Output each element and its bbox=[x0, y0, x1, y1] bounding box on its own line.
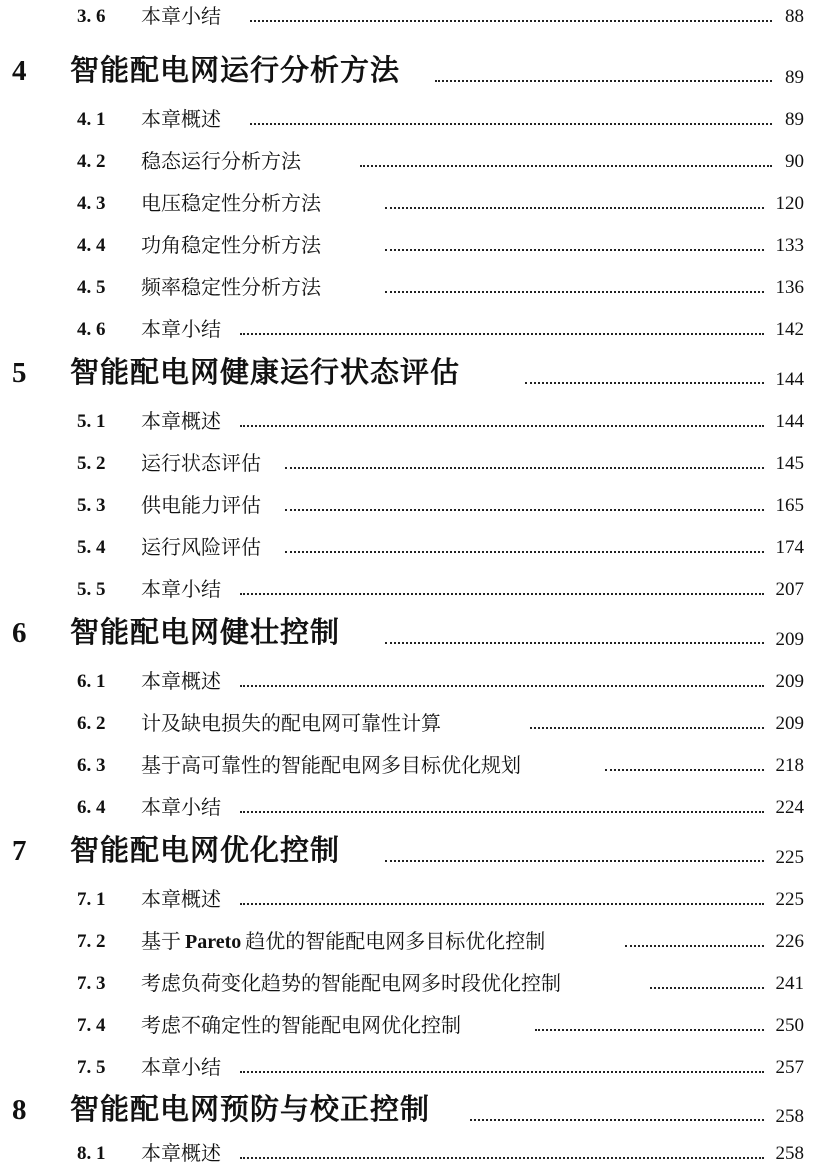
section-title: 本章概述 bbox=[141, 1141, 221, 1165]
toc-entry-section[interactable] bbox=[0, 0, 822, 30]
page-number: 209 bbox=[775, 629, 804, 650]
dot-leader bbox=[250, 20, 772, 22]
chapter-title: 智能配电网运行分析方法 bbox=[70, 53, 401, 87]
page-number: 258 bbox=[775, 1143, 804, 1164]
section-title: 供电能力评估 bbox=[141, 493, 261, 517]
page-number: 225 bbox=[775, 889, 804, 910]
section-number: 5. 5 bbox=[77, 579, 106, 600]
toc-entry-section[interactable] bbox=[0, 573, 822, 603]
section-number: 7. 1 bbox=[77, 889, 106, 910]
toc-entry-section[interactable] bbox=[0, 531, 822, 561]
section-title: 本章概述 bbox=[141, 107, 221, 131]
chapter-number: 8 bbox=[12, 1094, 27, 1126]
section-number: 4. 3 bbox=[77, 193, 106, 214]
toc-entry-section[interactable] bbox=[0, 1137, 822, 1167]
dot-leader bbox=[525, 382, 764, 384]
section-number: 4. 1 bbox=[77, 109, 106, 130]
page-number: 165 bbox=[775, 495, 804, 516]
section-title: 稳态运行分析方法 bbox=[141, 149, 301, 173]
section-title: 频率稳定性分析方法 bbox=[141, 275, 321, 299]
toc-entry-section[interactable] bbox=[0, 103, 822, 133]
page-number: 89 bbox=[785, 67, 804, 88]
section-number: 3. 6 bbox=[77, 6, 106, 27]
toc-entry-chapter[interactable] bbox=[0, 50, 822, 90]
section-title: 本章小结 bbox=[141, 1055, 221, 1079]
section-title: 电压稳定性分析方法 bbox=[141, 191, 321, 215]
chapter-number: 5 bbox=[12, 357, 27, 389]
toc-entry-section[interactable] bbox=[0, 707, 822, 737]
dot-leader bbox=[385, 642, 764, 644]
toc-entry-chapter[interactable] bbox=[0, 1089, 822, 1129]
page-number: 136 bbox=[775, 277, 804, 298]
section-title: 本章小结 bbox=[141, 795, 221, 819]
toc-entry-section[interactable] bbox=[0, 187, 822, 217]
chapter-title: 智能配电网健壮控制 bbox=[70, 615, 341, 649]
section-title bbox=[141, 925, 545, 954]
section-number: 6. 4 bbox=[77, 797, 106, 818]
dot-leader bbox=[435, 80, 772, 82]
section-title-pareto: Pareto bbox=[185, 931, 242, 953]
toc-entry-section[interactable] bbox=[0, 925, 822, 955]
section-title: 运行风险评估 bbox=[141, 535, 261, 559]
section-title-prefix: 基于 bbox=[141, 929, 181, 953]
dot-leader bbox=[250, 123, 772, 125]
page-number: 209 bbox=[775, 713, 804, 734]
section-number: 5. 1 bbox=[77, 411, 106, 432]
dot-leader bbox=[530, 727, 764, 729]
section-title: 本章概述 bbox=[141, 669, 221, 693]
dot-leader bbox=[535, 1029, 764, 1031]
toc-entry-section[interactable] bbox=[0, 145, 822, 175]
section-title: 本章概述 bbox=[141, 409, 221, 433]
section-number: 6. 1 bbox=[77, 671, 106, 692]
toc-entry-section[interactable] bbox=[0, 271, 822, 301]
toc-entry-section[interactable] bbox=[0, 489, 822, 519]
page-number: 133 bbox=[775, 235, 804, 256]
page-number: 144 bbox=[775, 411, 804, 432]
dot-leader bbox=[385, 860, 764, 862]
section-number: 7. 4 bbox=[77, 1015, 106, 1036]
dot-leader bbox=[240, 1157, 764, 1159]
section-title: 本章小结 bbox=[141, 4, 221, 28]
page-number: 120 bbox=[775, 193, 804, 214]
page-number: 250 bbox=[775, 1015, 804, 1036]
page-number: 89 bbox=[785, 109, 804, 130]
dot-leader bbox=[605, 769, 764, 771]
dot-leader bbox=[285, 509, 764, 511]
page-number: 257 bbox=[775, 1057, 804, 1078]
section-title: 本章小结 bbox=[141, 317, 221, 341]
toc-entry-chapter[interactable] bbox=[0, 352, 822, 392]
page-number: 88 bbox=[785, 6, 804, 27]
section-number: 6. 2 bbox=[77, 713, 106, 734]
section-number: 4. 6 bbox=[77, 319, 106, 340]
section-title: 考虑不确定性的智能配电网优化控制 bbox=[141, 1013, 461, 1037]
toc-entry-section[interactable] bbox=[0, 1009, 822, 1039]
section-number: 7. 3 bbox=[77, 973, 106, 994]
dot-leader bbox=[240, 593, 764, 595]
section-number: 6. 3 bbox=[77, 755, 106, 776]
section-title-suffix: 趋优的智能配电网多目标优化控制 bbox=[245, 929, 546, 953]
dot-leader bbox=[240, 333, 764, 335]
section-title: 功角稳定性分析方法 bbox=[141, 233, 321, 257]
page-number: 142 bbox=[775, 319, 804, 340]
section-number: 4. 4 bbox=[77, 235, 106, 256]
dot-leader bbox=[240, 685, 764, 687]
toc-entry-section[interactable] bbox=[0, 405, 822, 435]
dot-leader bbox=[240, 903, 764, 905]
dot-leader bbox=[285, 551, 764, 553]
page-number: 224 bbox=[775, 797, 804, 818]
chapter-title: 智能配电网预防与校正控制 bbox=[70, 1092, 431, 1126]
section-number: 5. 2 bbox=[77, 453, 106, 474]
section-number: 7. 2 bbox=[77, 931, 106, 952]
toc-entry-section[interactable] bbox=[0, 313, 822, 343]
section-number: 7. 5 bbox=[77, 1057, 106, 1078]
section-title: 考虑负荷变化趋势的智能配电网多时段优化控制 bbox=[141, 971, 561, 995]
dot-leader bbox=[285, 467, 764, 469]
toc-entry-section[interactable] bbox=[0, 447, 822, 477]
chapter-number: 6 bbox=[12, 617, 27, 649]
dot-leader bbox=[385, 249, 764, 251]
dot-leader bbox=[240, 1071, 764, 1073]
page-number: 174 bbox=[775, 537, 804, 558]
section-number: 5. 3 bbox=[77, 495, 106, 516]
page-number: 225 bbox=[775, 847, 804, 868]
toc-entry-section[interactable] bbox=[0, 665, 822, 695]
page-number: 258 bbox=[775, 1106, 804, 1127]
chapter-title: 智能配电网优化控制 bbox=[70, 833, 341, 867]
chapter-number: 7 bbox=[12, 835, 27, 867]
section-title: 运行状态评估 bbox=[141, 451, 261, 475]
page-number: 145 bbox=[775, 453, 804, 474]
toc-entry-section[interactable] bbox=[0, 229, 822, 259]
toc-entry-chapter[interactable] bbox=[0, 830, 822, 870]
chapter-number: 4 bbox=[12, 55, 27, 87]
dot-leader bbox=[240, 425, 764, 427]
section-title: 本章概述 bbox=[141, 887, 221, 911]
section-number: 4. 5 bbox=[77, 277, 106, 298]
section-number: 4. 2 bbox=[77, 151, 106, 172]
page-number: 144 bbox=[775, 369, 804, 390]
toc-entry-chapter[interactable] bbox=[0, 612, 822, 652]
dot-leader bbox=[470, 1119, 764, 1121]
toc-entry-section[interactable] bbox=[0, 883, 822, 913]
dot-leader bbox=[650, 987, 764, 989]
section-number: 8. 1 bbox=[77, 1143, 106, 1164]
page-number: 241 bbox=[775, 973, 804, 994]
section-number: 5. 4 bbox=[77, 537, 106, 558]
toc-entry-section[interactable] bbox=[0, 1051, 822, 1081]
page-number: 226 bbox=[775, 931, 804, 952]
page-number: 209 bbox=[775, 671, 804, 692]
toc-entry-section[interactable] bbox=[0, 967, 822, 997]
dot-leader bbox=[625, 945, 764, 947]
chapter-title: 智能配电网健康运行状态评估 bbox=[70, 355, 461, 389]
page-number: 207 bbox=[775, 579, 804, 600]
section-title: 基于高可靠性的智能配电网多目标优化规划 bbox=[141, 753, 521, 777]
toc-entry-section[interactable] bbox=[0, 791, 822, 821]
dot-leader bbox=[385, 291, 764, 293]
dot-leader bbox=[240, 811, 764, 813]
section-title: 计及缺电损失的配电网可靠性计算 bbox=[141, 711, 441, 735]
page-number: 90 bbox=[785, 151, 804, 172]
toc-entry-section[interactable] bbox=[0, 749, 822, 779]
dot-leader bbox=[385, 207, 764, 209]
dot-leader bbox=[360, 165, 772, 167]
section-title: 本章小结 bbox=[141, 577, 221, 601]
page-number: 218 bbox=[775, 755, 804, 776]
